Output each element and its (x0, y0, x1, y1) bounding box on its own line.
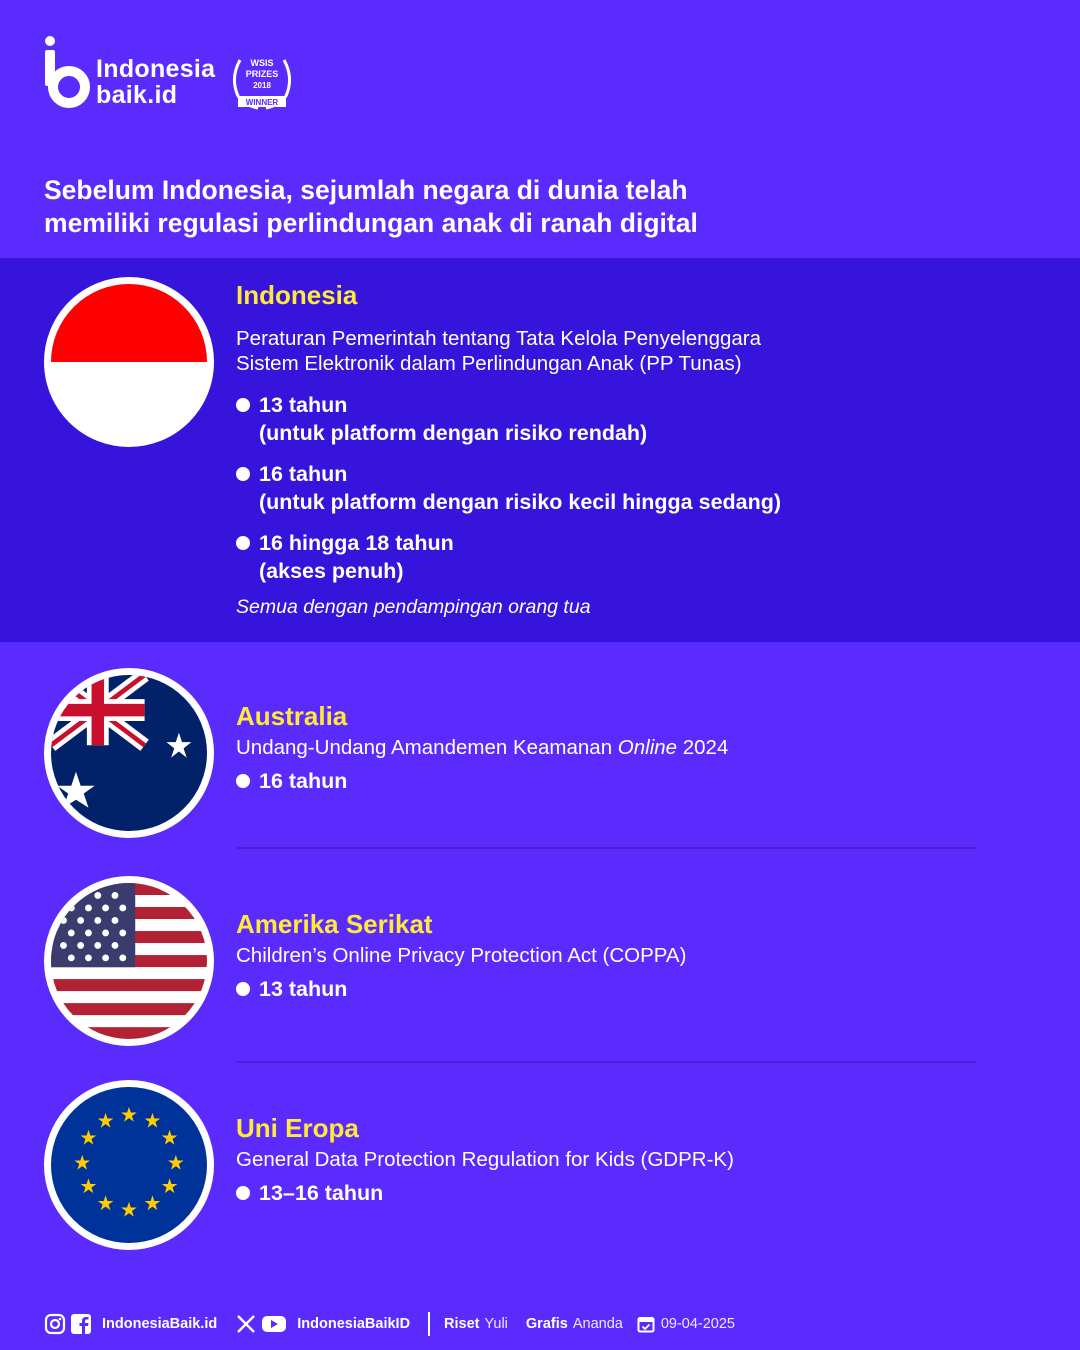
regulation-indonesia: Peraturan Pemerintah tentang Tata Kelola Penyelenggara Sistem Elektronik dalam Perlindungan Anak (PP Tunas) (236, 327, 762, 375)
logo-b-icon (44, 36, 90, 110)
graphic-name: Ananda (572, 1316, 623, 1332)
svg-text:★: ★ (160, 1174, 179, 1199)
age-value: 13 tahun (259, 977, 348, 1001)
instagram-icon[interactable] (44, 1313, 66, 1335)
svg-text:★: ★ (73, 1150, 92, 1175)
age-item (236, 767, 347, 795)
regulation-usa: Children’s Online Privacy Protection Act (COPPA) (236, 944, 687, 967)
age-detail: (akses penuh) (259, 559, 404, 583)
age-value: 13–16 tahun (259, 1181, 384, 1205)
age-item (236, 975, 347, 1003)
country-name-eu: Uni Eropa (236, 1113, 359, 1143)
usa-flag-icon (44, 876, 214, 1046)
divider (236, 1061, 976, 1063)
australia-flag-icon (44, 668, 214, 838)
age-item (236, 529, 454, 585)
wsis-award-badge (228, 52, 296, 116)
award-line2: PRIZES (245, 69, 279, 79)
award-line1: WSIS (250, 58, 274, 68)
svg-text:★: ★ (119, 1102, 139, 1127)
svg-text:★: ★ (143, 1108, 162, 1133)
age-detail: (untuk platform dengan risiko kecil hingga sedang) (259, 490, 782, 514)
publish-date: 09-04-2025 (660, 1316, 735, 1332)
svg-text:★: ★ (119, 1197, 139, 1222)
award-year: 2018 (253, 81, 271, 90)
age-value: 16 hingga 18 tahun (259, 531, 454, 555)
footer (44, 1310, 735, 1338)
brand-logo (44, 36, 215, 110)
indonesia-flag-icon (44, 277, 214, 447)
bullet-dot-icon (236, 774, 250, 788)
svg-text:★: ★ (96, 1191, 115, 1216)
divider (236, 847, 976, 849)
age-detail: (untuk platform dengan risiko rendah) (259, 421, 648, 445)
age-value: 16 tahun (259, 462, 348, 486)
svg-text:★: ★ (96, 1108, 115, 1133)
regulation-italic: Online (617, 736, 678, 759)
bullet-dot-icon (236, 1186, 250, 1200)
svg-text:★: ★ (79, 1174, 98, 1199)
social-handle-2[interactable]: IndonesiaBaikID (297, 1316, 411, 1332)
parental-note: Semua dengan pendampingan orang tua (236, 596, 591, 618)
youtube-icon[interactable] (261, 1313, 287, 1335)
facebook-icon[interactable] (70, 1313, 92, 1335)
research-name: Yuli (484, 1316, 508, 1332)
research-label: Riset (444, 1316, 480, 1332)
footer-separator (428, 1312, 430, 1336)
age-value: 13 tahun (259, 393, 348, 417)
svg-text:★: ★ (143, 1191, 162, 1216)
brand-name-line2: baik.id (96, 81, 178, 109)
social-handle-1[interactable]: IndonesiaBaik.id (102, 1316, 218, 1332)
award-line3: WINNER (245, 98, 279, 107)
bullet-dot-icon (236, 536, 250, 550)
country-name-indonesia: Indonesia (236, 280, 358, 310)
country-name-usa: Amerika Serikat (236, 909, 433, 939)
bullet-dot-icon (236, 467, 250, 481)
country-name-australia: Australia (236, 701, 348, 731)
svg-text:★: ★ (166, 1150, 185, 1175)
regulation-eu: General Data Protection Regulation for Kids (GDPR-K) (236, 1148, 734, 1171)
regulation-year: 2024 (677, 736, 729, 759)
age-value: 16 tahun (259, 769, 348, 793)
calendar-icon (637, 1315, 655, 1333)
brand-name-line1: Indonesia (96, 55, 216, 83)
bullet-dot-icon (236, 398, 250, 412)
svg-text:★: ★ (79, 1125, 98, 1150)
regulation-australia (236, 735, 728, 760)
headline: Sebelum Indonesia, sejumlah negara di dunia telah memiliki regulasi perlindungan anak di ranah digital (44, 175, 698, 238)
x-icon[interactable] (235, 1313, 257, 1335)
age-item (236, 391, 647, 447)
eu-flag-icon (44, 1080, 214, 1250)
regulation-text: Undang-Undang Amandemen Keamanan (236, 736, 618, 759)
svg-text:★: ★ (160, 1125, 179, 1150)
age-item (236, 460, 781, 516)
bullet-dot-icon (236, 982, 250, 996)
age-item (236, 1179, 383, 1207)
graphic-label: Grafis (525, 1316, 568, 1332)
